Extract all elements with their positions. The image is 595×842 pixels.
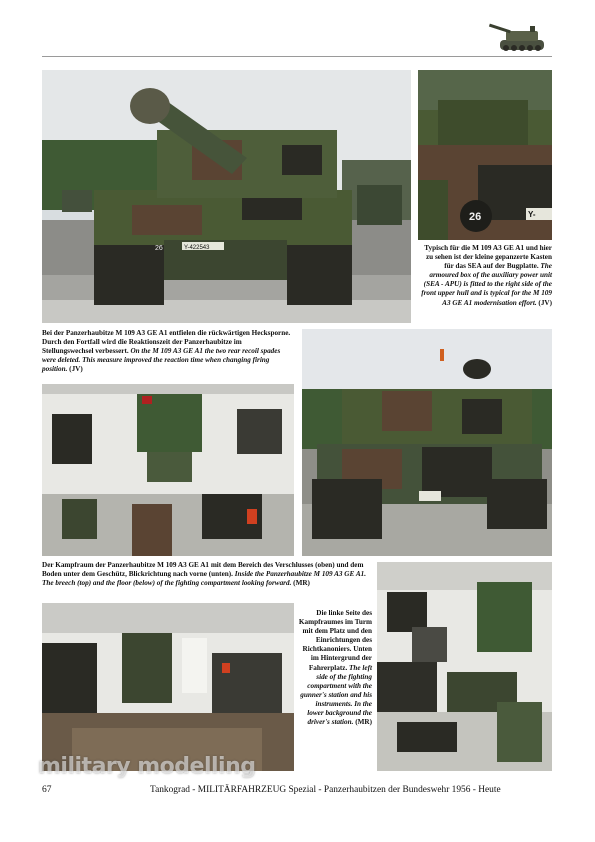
caption-fighting-compartment — [42, 561, 372, 588]
caption-recoil-spades-de: Bei der Panzerhaubitze M 109 A3 GE A1 entfielen die rückwärtigen Hecksporne. Durch den Fortfall wird die Reaktionszeit der Panzerhaubitze im Stellungswechsel verbessert. — [42, 329, 291, 356]
caption-recoil-spades — [42, 329, 294, 374]
page-number: 67 — [42, 785, 52, 795]
caption-fighting-compartment-de: Der Kampfraum der Panzerhaubitze M 109 A3 GE A1 mit dem Bereich des Verschlusses (oben) und dem Boden unter dem Geschütz, Blickrichtung nach vorne (unten). — [42, 561, 364, 579]
detail-plate-text: Y- — [528, 210, 536, 219]
caption-fighting-compartment-credit: (MR) — [293, 579, 310, 588]
photo-m109-front — [42, 70, 411, 323]
caption-recoil-spades-credit: (JV) — [69, 365, 83, 374]
photo-interior-floor — [42, 603, 294, 771]
hull-number-text: 26 — [155, 245, 163, 252]
caption-gunner-station-credit: (MR) — [355, 718, 372, 727]
caption-recoil-spades-en: On the M 109 A3 GE A1 the two rear recoil spades were deleted. This measure improved the reaction time when changing firing position. — [42, 347, 281, 374]
footer-title: Tankograd - MILITÄRFAHRZEUG Spezial - Panzerhaubitzen der Bundeswehr 1956 - Heute — [150, 785, 501, 795]
caption-gunner-station-de: Die linke Seite des Kampfraumes im Turm mit dem Platz und den Einrichtungen des Richtkanoniers. Unten im Hintergrund der Fahrerplatz. — [298, 609, 372, 672]
photo-m109-rear — [302, 329, 552, 556]
caption-sea-box-credit: (JV) — [538, 298, 552, 307]
tank-icon — [486, 18, 552, 56]
caption-sea-box-de: Typisch für die M 109 A3 GE A1 und hier zu sehen ist der kleine gepanzerte Kasten für das SEA auf der Bugplatte. — [424, 244, 552, 271]
front-plate-text: Y-422543 — [184, 245, 210, 251]
caption-gunner-station — [298, 609, 372, 727]
caption-gunner-station-en: The left side of the fighting compartment with the gunner's station and his instruments. In the lower background the driver's station. — [300, 663, 372, 727]
watermark: military modelling — [38, 754, 256, 779]
caption-sea-box — [418, 244, 552, 308]
photo-sea-box-detail — [418, 70, 552, 240]
photo-gunner-station — [377, 562, 552, 771]
photo-interior-breech — [42, 384, 294, 556]
caption-fighting-compartment-en: Inside the Panzerhaubitze M 109 A3 GE A1. The breech (top) and the floor (below) of the fighting compartment looking forward. — [42, 570, 367, 588]
detail-number-text: 26 — [469, 211, 482, 223]
caption-sea-box-en: The armoured box of the auxiliary power unit (SEA - APU) is fitted to the right side of the front upper hull and is typical for the M 109 A3 GE A1 modernisation effort. — [421, 262, 552, 307]
header-rule — [42, 56, 552, 57]
